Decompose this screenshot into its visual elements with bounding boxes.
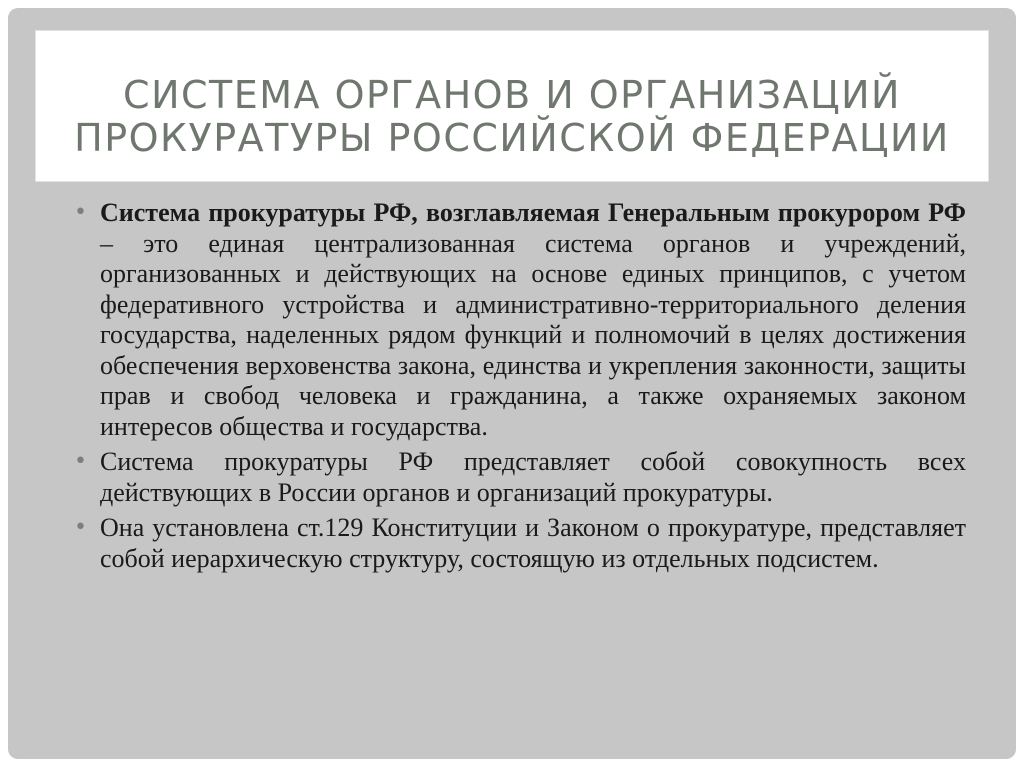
- bullet-dot-icon: •: [74, 515, 87, 540]
- bullet-list: [74, 198, 966, 579]
- slide: [8, 8, 1016, 759]
- slide-title: СИСТЕМА ОРГАНОВ И ОРГАНИЗАЦИЙ ПРОКУРАТУРЫ РОССИЙСКОЙ ФЕДЕРАЦИИ: [74, 73, 950, 160]
- bullet-item: [74, 447, 966, 508]
- bullet-dot-icon: •: [74, 449, 87, 474]
- bullet-bold-text: Система прокуратуры РФ, возглавляемая Генеральным прокурором РФ: [100, 198, 966, 227]
- bullet-text: Система прокуратуры РФ представляет собой совокупность всех действующих в России органов и организаций прокуратуры.: [100, 447, 966, 507]
- bullet-text: Она установлена ст.129 Конституции и Законом о прокуратуре, представляет собой иерархическую структуру, состоящую из отдельных подсистем.: [100, 513, 966, 573]
- title-box: [35, 30, 989, 182]
- bullet-item: [74, 513, 966, 574]
- bullet-item: [74, 198, 966, 442]
- bullet-text: – это единая централизованная система органов и учреждений, организованных и действующих на основе единых принципов, с учетом федеративного устройства и административно-территориального деления государства, наделенных рядом функций и полномочий в целях достижения обеспечения верховенства закона, единства и укрепления законности, защиты прав и свобод человека и гражданина, а также охраняемых законом интересов общества и государства.: [100, 228, 966, 441]
- bullet-dot-icon: •: [74, 200, 87, 225]
